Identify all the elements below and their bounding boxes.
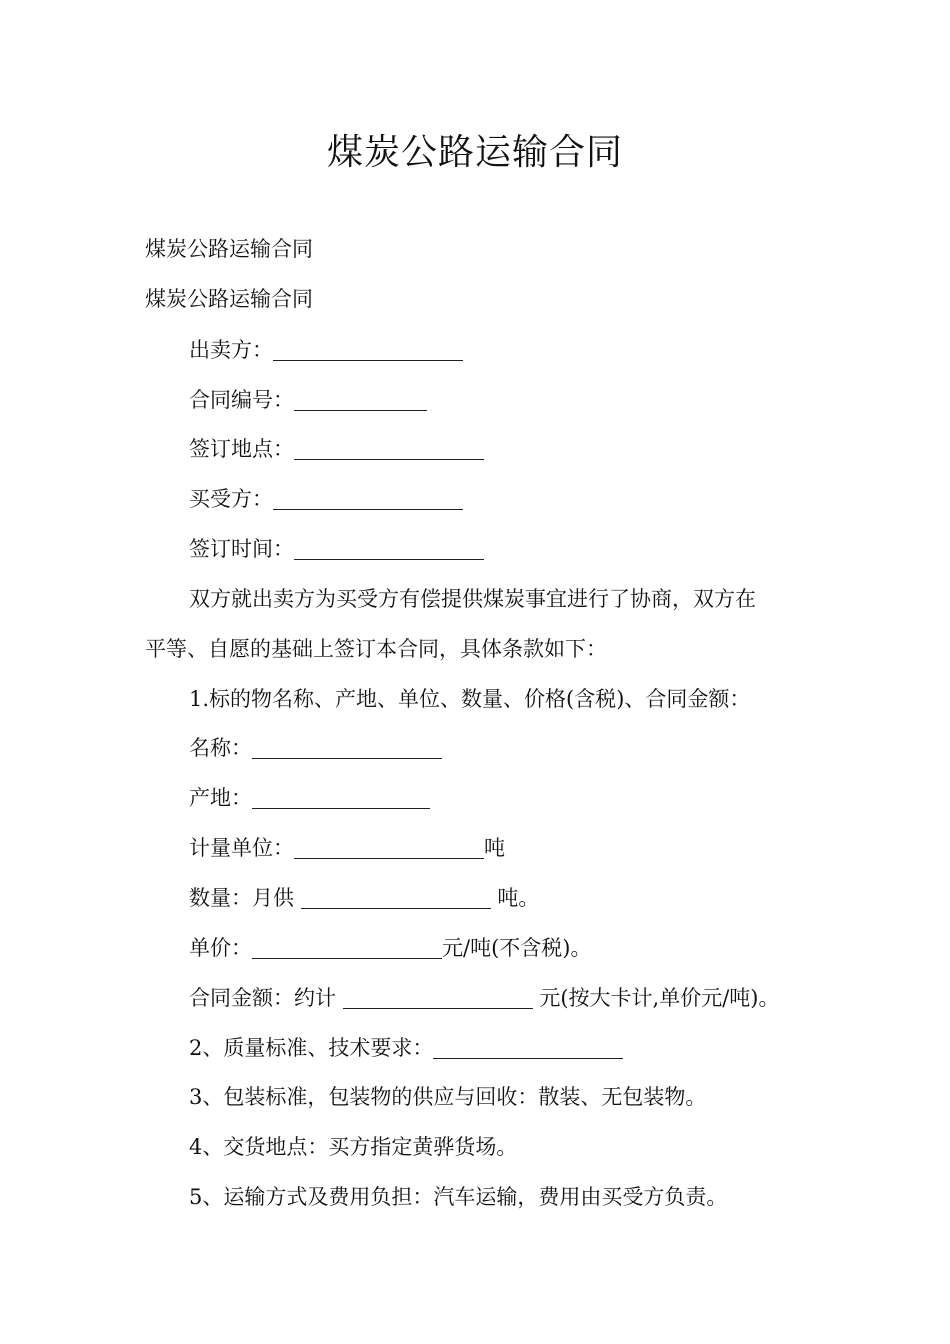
- seller-field: [189, 335, 463, 365]
- seller-blank: [273, 338, 463, 361]
- origin-blank: [252, 786, 430, 809]
- subtitle-line: 煤炭公路运输合同: [145, 287, 313, 311]
- sign-time-blank: [294, 537, 484, 560]
- contract-no-label: 合同编号：: [189, 388, 294, 412]
- seller-label: 出卖方：: [189, 338, 273, 362]
- amount-suffix: 元(按大卡计,单价元/吨)。: [532, 986, 780, 1010]
- quantity-blank: [301, 886, 491, 909]
- name-blank: [252, 736, 442, 759]
- clause-5: 5、运输方式及费用负担：汽车运输，费用由买受方负责。: [189, 1185, 728, 1209]
- clause-4: 4、交货地点：买方指定黄骅货场。: [189, 1135, 518, 1159]
- origin-label: 产地：: [189, 786, 252, 810]
- quantity-suffix: 吨。: [490, 886, 540, 910]
- price-suffix: 元/吨(不含税)。: [442, 936, 592, 960]
- buyer-label: 买受方：: [189, 487, 273, 511]
- quantity-field: [189, 883, 539, 913]
- price-label: 单价：: [189, 936, 252, 960]
- document-title: 煤炭公路运输合同: [326, 132, 623, 173]
- clause-2: [189, 1033, 623, 1063]
- quality-blank: [433, 1036, 623, 1059]
- price-field: [189, 933, 591, 963]
- amount-blank: [343, 986, 533, 1009]
- unit-field: [189, 833, 505, 863]
- sign-place-field: [189, 434, 484, 464]
- sign-place-blank: [294, 437, 484, 460]
- unit-suffix: 吨: [484, 836, 505, 860]
- clause-3: 3、包装标准，包装物的供应与回收：散装、无包装物。: [189, 1085, 707, 1109]
- subtitle-line: 煤炭公路运输合同: [145, 237, 313, 261]
- sign-place-label: 签订地点：: [189, 437, 294, 461]
- name-label: 名称：: [189, 736, 252, 760]
- unit-label: 计量单位：: [189, 836, 294, 860]
- contract-no-field: [189, 385, 427, 415]
- buyer-field: [189, 484, 463, 514]
- sign-time-label: 签订时间：: [189, 537, 294, 561]
- amount-label: 合同金额：约计: [189, 986, 343, 1010]
- intro-paragraph-line2: 平等、自愿的基础上签订本合同，具体条款如下：: [145, 637, 607, 661]
- origin-field: [189, 783, 430, 813]
- amount-field: [189, 983, 780, 1013]
- price-blank: [252, 936, 442, 959]
- contract-no-blank: [294, 388, 427, 411]
- quantity-label: 数量：月供: [189, 886, 301, 910]
- unit-blank: [294, 836, 484, 859]
- clause-1: 1.标的物名称、产地、单位、数量、价格(含税)、合同金额：: [189, 687, 751, 711]
- name-field: [189, 733, 442, 763]
- sign-time-field: [189, 534, 484, 564]
- clause-2-label: 2、质量标准、技术要求：: [189, 1036, 434, 1060]
- buyer-blank: [273, 487, 463, 510]
- intro-paragraph-line1: 双方就出卖方为买受方有偿提供煤炭事宜进行了协商，双方在: [189, 587, 756, 611]
